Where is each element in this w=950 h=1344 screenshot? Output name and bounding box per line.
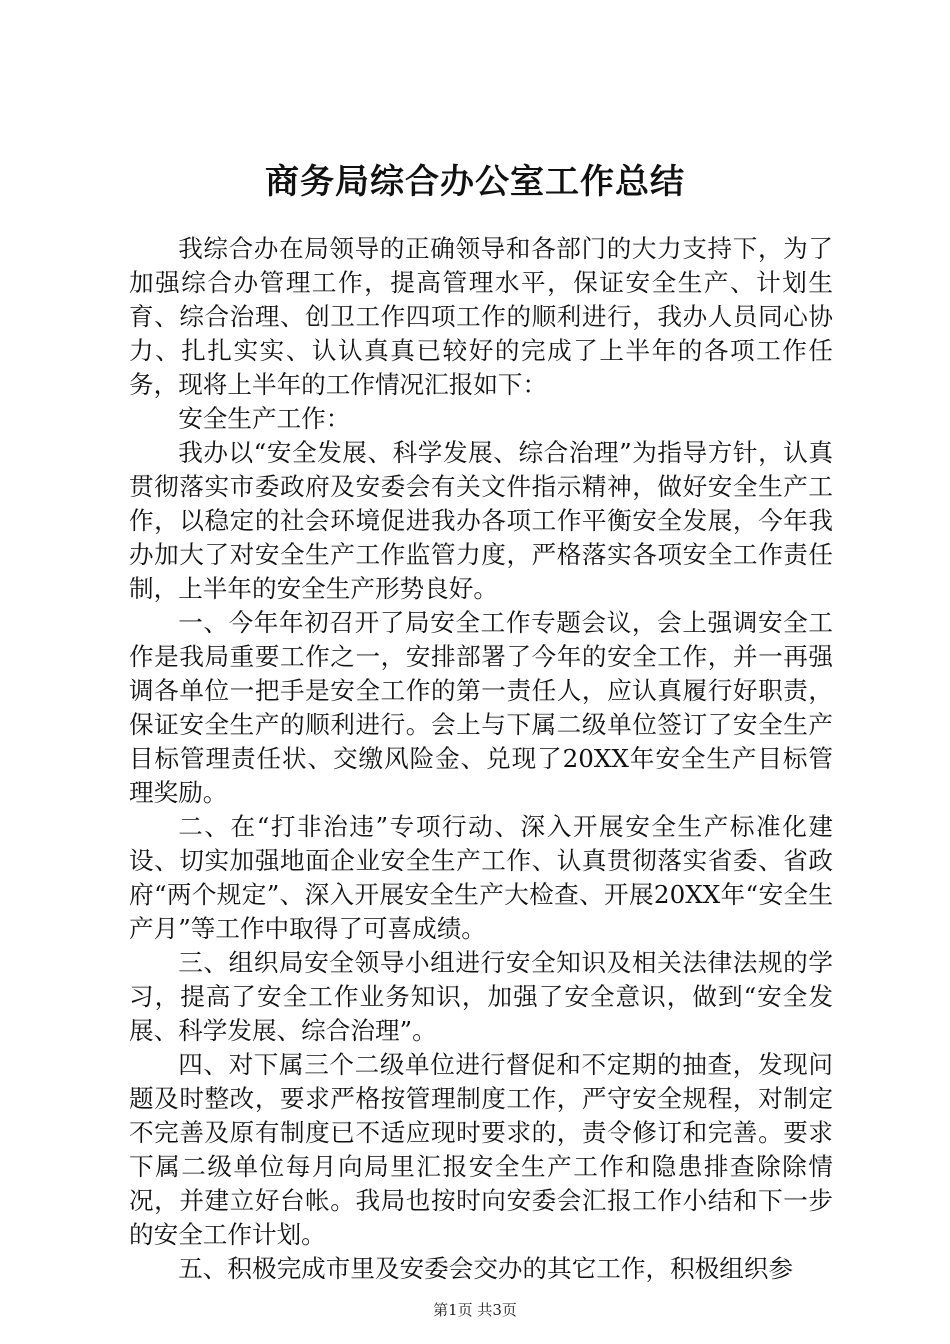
paragraph-intro: 我综合办在局领导的正确领导和各部门的大力支持下，为了加强综合办管理工作，提高管理水平，保证安全生产、计划生育、综合治理、创卫工作四项工作的顺利进行，我办人员同心协力、扎扎实实、认认真真已较好的完成了上半年的各项工作任务，现将上半年的工作情况汇报如下： [129, 234, 833, 399]
section-heading-safety: 安全生产工作： [178, 404, 351, 433]
paragraph-item-3: 三、组织局安全领导小组进行安全知识及相关法律法规的学习，提高了安全工作业务知识，加强了安全意识，做到“安全发展、科学发展、综合治理”。 [129, 948, 833, 1045]
document-body [129, 232, 833, 1286]
paragraph-safety-overview: 我办以“安全发展、科学发展、综合治理”为指导方针，认真贯彻落实市委政府及安委会有关文件指示精神，做好安全生产工作，以稳定的社会环境促进我办各项工作平衡安全发展，今年我办加大了对安全生产工作监管力度，严格落实各项安全工作责任制，上半年的安全生产形势良好。 [129, 438, 833, 603]
paragraph-item-4: 四、对下属三个二级单位进行督促和不定期的抽查，发现问题及时整改，要求严格按管理制度工作，严守安全规程，对制定不完善及原有制度已不适应现时要求的，责令修订和完善。要求下属二级单位每月向局里汇报安全生产工作和隐患排查除除情况，并建立好台帐。我局也按时向安委会汇报工作小结和下一步的安全工作计划。 [129, 1050, 833, 1249]
paragraph-item-1: 一、今年年初召开了局安全工作专题会议，会上强调安全工作是我局重要工作之一，安排部署了今年的安全工作，并一再强调各单位一把手是安全工作的第一责任人，应认真履行好职责，保证安全生产的顺利进行。会上与下属二级单位签订了安全生产目标管理责任状、交缴风险金、兑现了20XX年安全生产目标管理奖励。 [129, 608, 833, 807]
page-number-footer: 第1页 共3页 [433, 1301, 517, 1319]
document-title: 商务局综合办公室工作总结 [265, 162, 685, 202]
paragraph-item-2: 二、在“打非治违”专项行动、深入开展安全生产标准化建设、切实加强地面企业安全生产工作、认真贯彻落实省委、省政府“两个规定”、深入开展安全生产大检查、开展20XX年“安全生产月”等工作中取得了可喜成绩。 [129, 812, 833, 943]
paragraph-item-5: 五、积极完成市里及安委会交办的其它工作，积极组织参 [178, 1254, 794, 1283]
